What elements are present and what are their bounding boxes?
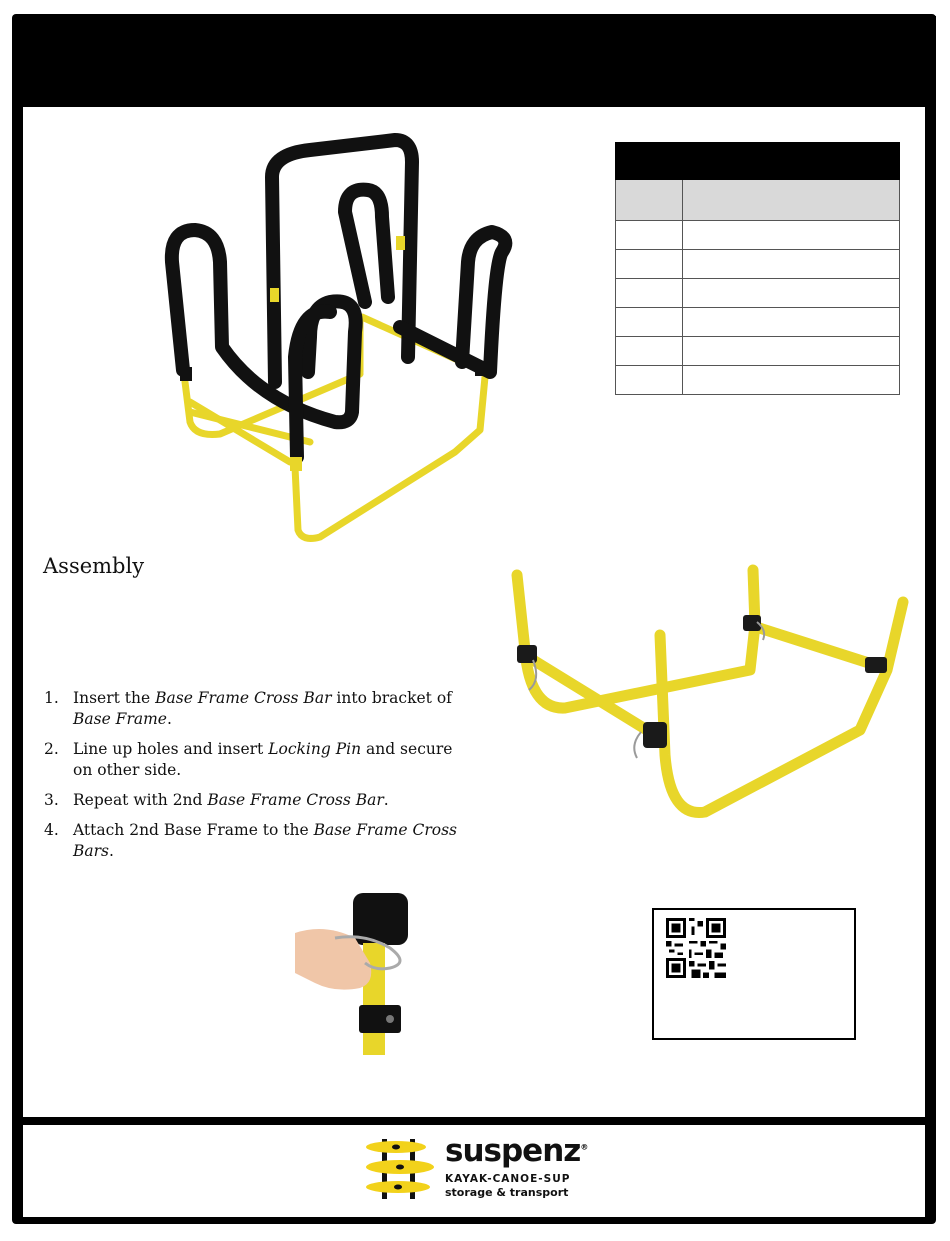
parts-table-title bbox=[616, 143, 900, 180]
table-cell bbox=[683, 250, 900, 279]
assembled-rack-image bbox=[150, 112, 530, 552]
table-cell bbox=[683, 366, 900, 395]
kayak-rack-logo-icon bbox=[360, 1133, 440, 1201]
step-text: Repeat with 2nd bbox=[73, 791, 208, 809]
step-number: 2. bbox=[44, 740, 59, 758]
step-number: 1. bbox=[44, 689, 59, 707]
table-row bbox=[616, 250, 900, 279]
step-text: . bbox=[383, 791, 389, 809]
table-cell bbox=[616, 279, 683, 308]
base-frame-image bbox=[505, 560, 915, 830]
table-row bbox=[616, 337, 900, 366]
logo-tagline-2: storage & transport bbox=[445, 1186, 569, 1199]
step-text: . bbox=[166, 710, 172, 728]
footer-divider bbox=[23, 1120, 925, 1123]
assembly-steps bbox=[40, 688, 460, 871]
table-cell bbox=[616, 366, 683, 395]
table-cell bbox=[616, 221, 683, 250]
suspenz-logo bbox=[360, 1133, 600, 1203]
step-part-name: Locking Pin bbox=[268, 740, 362, 758]
step-text: Insert the bbox=[73, 689, 156, 707]
qr-code-icon[interactable] bbox=[666, 918, 726, 978]
parts-table bbox=[615, 142, 900, 395]
logo-wordmark bbox=[445, 1133, 587, 1169]
table-row bbox=[616, 308, 900, 337]
table-cell bbox=[683, 308, 900, 337]
table-cell bbox=[683, 279, 900, 308]
step-text: and secure on other side. bbox=[73, 740, 453, 779]
table-cell bbox=[616, 337, 683, 366]
table-cell bbox=[683, 337, 900, 366]
step-number: 4. bbox=[44, 821, 59, 839]
table-cell bbox=[616, 250, 683, 279]
step-number: 3. bbox=[44, 791, 59, 809]
step-part-name: Base Frame Cross Bars bbox=[73, 821, 457, 860]
qr-code-box bbox=[652, 908, 856, 1040]
table-row bbox=[616, 221, 900, 250]
assembly-step bbox=[40, 739, 460, 781]
step-part-name: Base Frame bbox=[73, 710, 167, 728]
table-row bbox=[616, 279, 900, 308]
registered-mark: ® bbox=[580, 1142, 588, 1152]
locking-pin-image bbox=[295, 893, 420, 1055]
table-cell bbox=[616, 308, 683, 337]
parts-table-col-2 bbox=[683, 180, 900, 221]
assembly-heading: Assembly bbox=[43, 554, 145, 578]
step-text: Line up holes and insert bbox=[73, 740, 269, 758]
assembly-step bbox=[40, 820, 460, 862]
step-text: Attach 2nd Base Frame to the bbox=[73, 821, 314, 839]
assembly-step bbox=[40, 688, 460, 730]
assembly-step bbox=[40, 790, 460, 811]
step-part-name: Base Frame Cross Bar bbox=[207, 791, 384, 809]
step-text: into bracket of bbox=[331, 689, 452, 707]
header-band bbox=[14, 16, 936, 106]
logo-tagline-1: KAYAK-CANOE-SUP bbox=[445, 1173, 571, 1185]
table-cell bbox=[683, 221, 900, 250]
step-text: . bbox=[109, 842, 114, 860]
table-row bbox=[616, 366, 900, 395]
logo-name: suspenz bbox=[445, 1133, 581, 1169]
parts-table-col-1 bbox=[616, 180, 683, 221]
step-part-name: Base Frame Cross Bar bbox=[155, 689, 332, 707]
